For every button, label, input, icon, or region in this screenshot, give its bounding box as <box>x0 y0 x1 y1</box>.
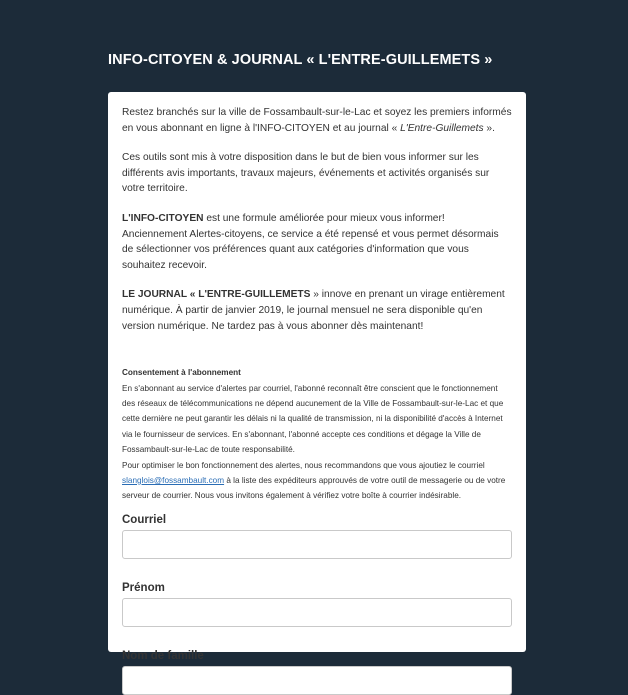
consent-recommendation-end: à la liste des expéditeurs approuvés de votre outil de messagerie ou de votre serveur de courrier. Nous vous invitons également à vérifiez votre boîte à courrier indésirable. <box>122 475 506 501</box>
intro-paragraph-1 <box>122 105 512 136</box>
intro-section <box>122 105 512 334</box>
lastname-field[interactable] <box>122 666 512 695</box>
email-field[interactable] <box>122 530 512 559</box>
lastname-label: Nom de famille <box>122 649 204 662</box>
consent-text: En s'abonnant au service d'alertes par courriel, l'abonné reconnaît être conscient que le fonctionnement des réseaux de télécommunications ne dépend aucunement de la Ville de Fossambault-sur-le-Lac et que cette dernière ne peut garantir les délais ni la qualité de transmission, ni la disponibilité d'accès à Internet via le fournisseur de services. En s'abonnant, l'abonné accepte ces conditions et dégage la Ville de Fossambault-sur-le-Lac de toute responsabilité. <box>122 383 504 455</box>
intro-text-end: ». <box>483 122 495 134</box>
intro-paragraph-3 <box>122 211 512 273</box>
email-field-group <box>122 514 512 559</box>
firstname-field[interactable] <box>122 598 512 627</box>
journal-title: LE JOURNAL « L'ENTRE-GUILLEMETS <box>122 289 311 301</box>
consent-title: Consentement à l'abonnement <box>122 368 241 378</box>
info-citoyen-text: est une formule améliorée pour mieux vous informer! Anciennement Alertes-citoyens, ce service a été repensé et vous permet désormais de sélectionner vos préférences quant aux catégories d'information que vous souhaitez recevoir. <box>122 212 499 271</box>
lastname-field-group <box>122 650 512 695</box>
email-label: Courriel <box>122 513 167 526</box>
journal-text: » innove en prenant un virage entièrement numérique. À partir de janvier 2019, le journal mensuel ne sera disponible qu'en version numérique. Ne tardez pas à vous abonner dès maintenant! <box>122 289 505 332</box>
consent-section <box>122 365 512 504</box>
subscription-card <box>108 92 526 662</box>
intro-paragraph-2: Ces outils sont mis à votre disposition dans le but de bien vous informer sur les différents avis importants, travaux majeurs, événements et activités organisés sur votre territoire. <box>122 152 490 195</box>
intro-paragraph-4 <box>122 287 512 334</box>
firstname-field-group <box>122 582 512 627</box>
journal-name: L'Entre-Guillemets <box>400 122 484 134</box>
info-citoyen-title: L'INFO-CITOYEN <box>122 212 204 224</box>
intro-text: Restez branchés sur la ville de Fossambault-sur-le-Lac et soyez les premiers informés en vous abonnant en ligne à l'INFO-CITOYEN et au journal « <box>122 107 512 134</box>
page-title: INFO-CITOYEN & JOURNAL « L'ENTRE-GUILLEMETS » <box>108 52 493 68</box>
firstname-label: Prénom <box>122 581 165 594</box>
consent-recommendation: Pour optimiser le bon fonctionnement des alertes, nous recommandons que vous ajoutiez le courriel <box>122 460 485 470</box>
email-link[interactable]: slanglois@fossambault.com <box>122 475 225 485</box>
